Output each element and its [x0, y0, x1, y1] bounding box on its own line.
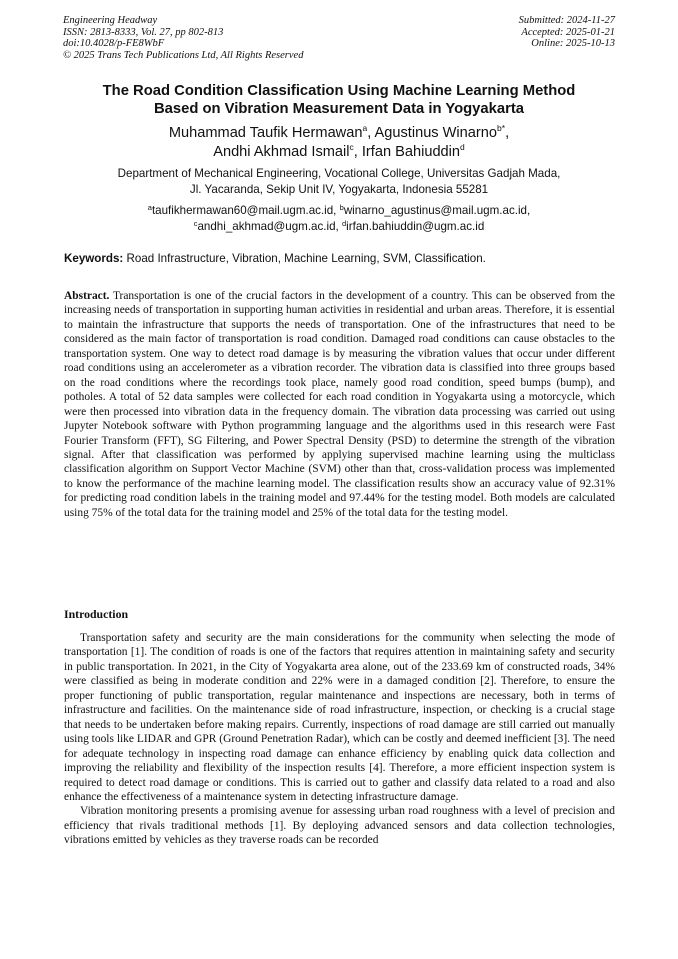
email-mark: d	[342, 219, 347, 228]
section-heading-introduction: Introduction	[64, 607, 129, 621]
author-separator: ,	[367, 125, 375, 141]
email-mark: c	[193, 219, 198, 228]
accepted-date: Accepted: 2025-01-21	[521, 26, 615, 38]
author-affil-mark: d	[460, 142, 465, 152]
author-affil-mark: a	[362, 123, 368, 133]
title-line-2: Based on Vibration Measurement Data in Yogyakarta	[153, 101, 525, 117]
email-mark: a	[147, 203, 152, 212]
author-list	[40, 124, 638, 162]
affiliation-line-2: Jl. Yacaranda, Sekip Unit IV, Yogyakarta, Indonesia 55281	[189, 183, 489, 196]
paragraph: Vibration monitoring presents a promising avenue for assessing urban road roughness with a level of precision and efficiency that rivals traditional methods [1]. By deploying advanced sensors and data collection technologies, vibrations emitted by vehicles as they traverse roads can be recorded	[64, 805, 615, 847]
affiliation	[40, 166, 638, 198]
author-name: Muhammad Taufik Hermawan	[168, 125, 363, 141]
title-line-1: The Road Condition Classification Using Machine Learning Method	[102, 83, 576, 99]
author-name: Agustinus Winarno	[374, 125, 498, 141]
paper-title	[40, 82, 638, 118]
email-link[interactable]: winarno_agustinus@mail.ugm.ac.id,	[343, 204, 531, 217]
online-date: Online: 2025-10-13	[531, 38, 615, 49]
header-right	[519, 15, 615, 50]
issn-info: ISSN: 2813-8333, Vol. 27, pp 802-813	[63, 26, 224, 38]
abstract-label: Abstract.	[64, 290, 110, 302]
email-link[interactable]: irfan.bahiuddin@ugm.ac.id	[346, 220, 485, 233]
abstract	[64, 289, 615, 520]
submitted-date: Submitted: 2024-11-27	[518, 15, 615, 26]
author-name: Irfan Bahiuddin	[361, 144, 461, 160]
affiliation-line-1: Department of Mechanical Engineering, Vocational College, Universitas Gadjah Mada,	[117, 167, 561, 180]
abstract-text: Transportation is one of the crucial factors in the development of a country. This can be observed from the increasing needs of transportation in supporting human activities in residential and urban areas. Therefore, it is essential to maintain the infrastructure that supports the needs of transportation. One of the infrastructures that need to be considered as the main factor of transportation is road condition. Damaged road conditions can cause obstacles to the transportation system. One way to detect road damage is by measuring the vibration values that occur under different road conditions using an accelerometer as a vibration recorder. The vibration data is classified into three groups based on the road conditions where the recordings took place, namely good road condition, speed bumps (bump), and potholes. A total of 52 data samples were collected for each road condition in Yogyakarta using a motorcycle, which were then processed into vibration data in the frequency domain. The vibration data processing was carried out using Jupyter Notebook software with Python programming language and the algorithms used in this research were Fast Fourier Transform (FFT), SG Filtering, and Power Spectral Density (PSD) to determine the strength of the vibration signal. After that classification was performed by applying supervised machine learning using the multiclass classification algorithm on Support Vector Machine (SVM) other than that, cross-validation process was implemented to know the performance of the machine learning model. The classification results show an accuracy value of 92.31% for predicting road condition labels in the training model and 97.44% for the testing model. Both models are calculated using 75% of the total data for the training model and 25% of the total data for the testing model.	[64, 290, 615, 519]
author-name: Andhi Akhmad Ismail	[213, 144, 350, 160]
paragraph: Transportation safety and security are the main considerations for the community when selecting the mode of transportation [1]. The condition of roads is one of the factors that requires attention in maintaining safety and security in public transportation. In 2021, in the City of Yogyakarta area alone, out of the 233.69 km of constructed roads, 34% were classified as being in moderate condition and 22% were in a damaged condition [2]. Therefore, to ensure the proper functioning of public transportation, regular maintenance and inspections are necessary, both in terms of infrastructure and facilities. On the maintenance side of road infrastructure, inspection, or checking is a crucial stage that needs to be undertaken before making repairs. Currently, inspections of road damage are still carried out manually using tools like LIDAR and GPR (Ground Penetration Radar), which can be costly and deemed inefficient [3]. The need for adequate technology in inspecting road damage can enhance efficiency by enabling quick data collection and improving the reliability and flexibility of the inspection results [4]. Therefore, a more efficient inspection system is required to detect road damage or conditions. This is carried out to gather and classify data related to a road and also enhance the effectiveness of a maintenance system in detecting infrastructure damage.	[64, 632, 615, 803]
keywords	[64, 252, 616, 266]
email-link[interactable]: andhi_akhmad@ugm.ac.id,	[197, 220, 342, 233]
author-separator: ,	[353, 144, 362, 160]
email-link[interactable]: taufikhermawan60@mail.ugm.ac.id,	[151, 204, 340, 217]
email-mark: b	[339, 203, 344, 212]
author-affil-mark: b*	[497, 123, 506, 133]
keywords-label: Keywords:	[64, 252, 124, 265]
copyright: © 2025 Trans Tech Publications Ltd, All Rights Reserved	[63, 49, 304, 61]
header-left	[63, 15, 303, 61]
journal-name: Engineering Headway	[63, 15, 158, 26]
author-separator: ,	[505, 125, 510, 141]
doi[interactable]: doi:10.4028/p-FE8WbF	[63, 38, 165, 49]
author-affil-mark: c	[349, 142, 354, 152]
introduction-body	[64, 631, 615, 848]
author-emails	[40, 203, 638, 235]
keywords-text: Road Infrastructure, Vibration, Machine Learning, SVM, Classification.	[123, 252, 486, 265]
